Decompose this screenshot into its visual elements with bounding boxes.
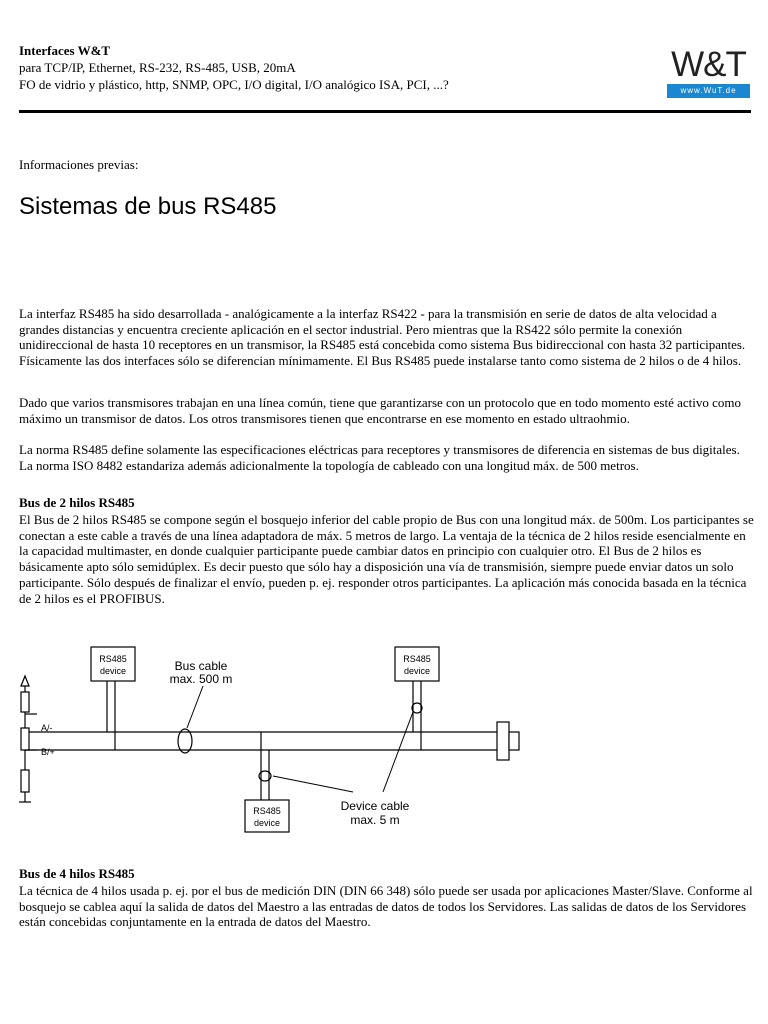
wut-logo bbox=[667, 45, 750, 100]
section-2wire-heading: Bus de 2 hilos RS485 bbox=[19, 495, 135, 510]
device-top-right bbox=[395, 647, 439, 750]
device-cable-label-line1: Device cable bbox=[340, 799, 410, 813]
device-top-right-line1: RS485 bbox=[403, 654, 431, 664]
intro-paragraph-1: La interfaz RS485 ha sido desarrollada - analógicamente a la interfaz RS422 - para la transmisión en serie de datos de alta velocidad a grandes distancias y encuentra creciente aplicación en el sector industrial. Pero mientras que la RS422 sólo permite la conexión unidireccional de hasta 10 receptores en un transmisor, la RS485 está concebida como sistema Bus bidireccional con hasta 32 participantes. Físicamente las dos interfaces sólo se diferencian mínimamente. El Bus RS485 puede instalarse tanto como sistema de 2 hilos o de 4 hilos. bbox=[19, 306, 746, 369]
header-title: Interfaces W&T bbox=[19, 43, 111, 58]
header-divider bbox=[19, 110, 751, 113]
cable-markers bbox=[178, 703, 422, 781]
callout-lines bbox=[187, 686, 413, 792]
section-2wire-body: El Bus de 2 hilos RS485 se compone según el bosquejo inferior del cable propio de Bus con una longitud máx. de 500m. Los participantes se conectan a este cable a través de una línea adaptadora de máx. 5 metros de largo. La ventaja de la técnica de 2 hilos reside esencialmente en la capacidad multimaster, en donde cualquier participante puede cambiar datos en principio con cualquier otro. El Bus de 2 hilos es básicamente apto sólo semidúplex. Es decir puesto que sólo hay a disposición una vía de transmisión, siempre puede enviar datos un solo participante. Sólo después de finalizar el envío, pueden p. ej. responder otros participantes. La aplicación más conocida basada en la técnica de 2 hilos es el PROFIBUS. bbox=[19, 512, 754, 606]
header-subtitle-line1: para TCP/IP, Ethernet, RS-232, RS-485, USB, 20mA bbox=[19, 60, 296, 75]
device-top-left bbox=[91, 647, 135, 750]
label-b: B/+ bbox=[41, 747, 55, 757]
rs485-2wire-diagram bbox=[15, 640, 535, 840]
bus-cable-label-line2: max. 500 m bbox=[169, 672, 233, 686]
bus-cable-label-line1: Bus cable bbox=[174, 659, 228, 673]
intro-label: Informaciones previas: bbox=[19, 157, 139, 172]
left-termination bbox=[19, 676, 37, 802]
device-bottom bbox=[245, 732, 289, 832]
header-subtitle-line2: FO de vidrio y plástico, http, SNMP, OPC, I/O digital, I/O analógico ISA, PCI, ...? bbox=[19, 77, 449, 92]
device-cable-label-line2: max. 5 m bbox=[350, 813, 400, 827]
section-4wire-heading: Bus de 4 hilos RS485 bbox=[19, 866, 135, 881]
page-title: Sistemas de bus RS485 bbox=[19, 193, 277, 220]
logo-text: W&T bbox=[671, 45, 746, 84]
right-termination bbox=[497, 722, 519, 760]
intro-paragraph-3: La norma RS485 define solamente las especificaciones eléctricas para receptores y transmisores de diferencia en sistemas de bus digitales. La norma ISO 8482 estandariza además adicionalmente la topología de cableado con una longitud máx. de 500 metros. bbox=[19, 442, 740, 473]
device-bottom-line1: RS485 bbox=[253, 806, 281, 816]
logo-url: www.WuT.de bbox=[667, 84, 750, 98]
device-top-right-line2: device bbox=[403, 666, 431, 676]
device-top-left-line1: RS485 bbox=[99, 654, 127, 664]
device-bottom-line2: device bbox=[253, 818, 281, 828]
section-4wire-body: La técnica de 4 hilos usada p. ej. por el bus de medición DIN (DIN 66 348) sólo puede ser usada por aplicaciones Master/Slave. Conforme al bosquejo se cablea aquí la salida de datos del Maestro a las entradas de datos de todos los Servidores. Las salidas de datos de los Servidores están concebidas conjuntamente en la entrada de datos del Maestro. bbox=[19, 883, 753, 930]
device-top-left-line2: device bbox=[99, 666, 127, 676]
label-a: A/- bbox=[41, 723, 53, 733]
document-header bbox=[19, 42, 539, 93]
intro-paragraph-2: Dado que varios transmisores trabajan en una línea común, tiene que garantizarse con un protocolo que en todo momento esté activo como máximo un transmisor de datos. Los otros transmisores tienen que encontrarse en ese momento en estado ultraohmio. bbox=[19, 395, 741, 426]
